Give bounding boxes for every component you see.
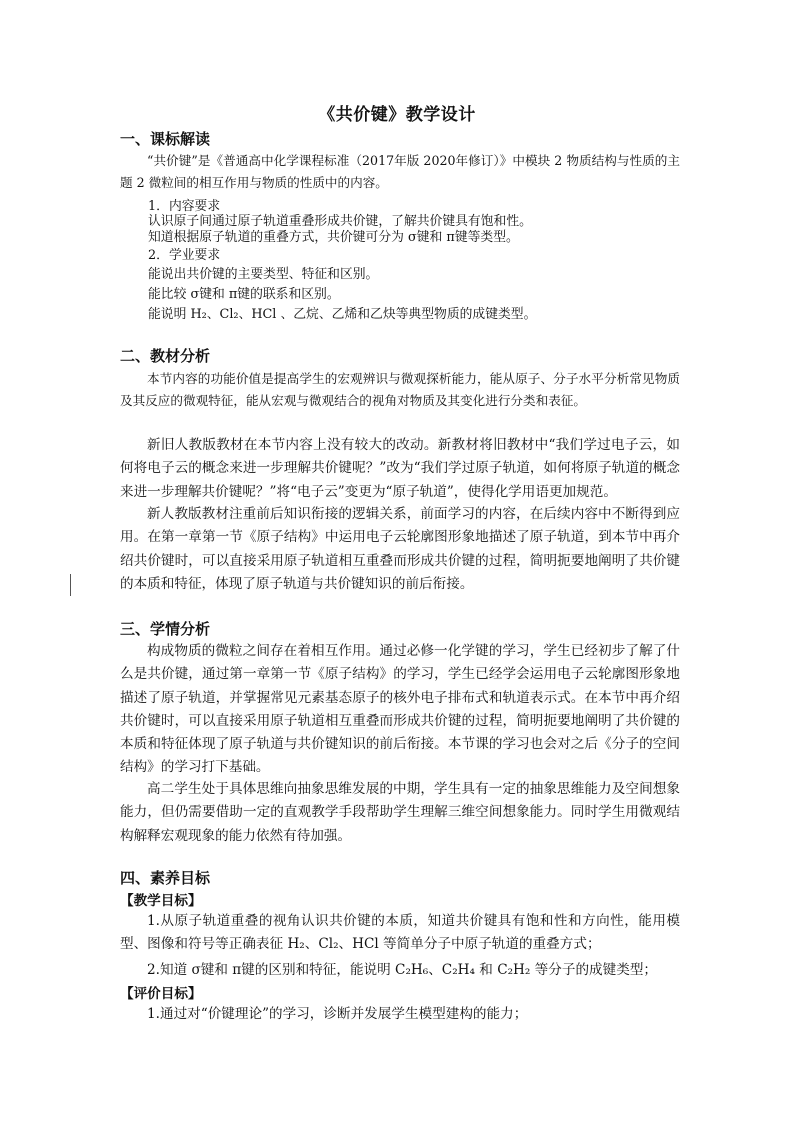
paragraph-standards-intro: “共价键”是《普通高中化学课程标准（2017年版 2020年修订）》中模块 2 物质结构与性质的主题 2 微粒间的相互作用与物质的性质中的内容。 xyxy=(120,153,680,190)
content-requirements-label: 1．内容要求 xyxy=(148,199,221,214)
paragraph-textbook-1: 本节内容的功能价值是提高学生的宏观辨识与微观探析能力，能从原子、分子水平分析常见物质及其反应的微观特征，能从宏观与微观结合的视角对物质及其变化进行分类和表征。 xyxy=(120,371,680,408)
page-title: 《共价键》教学设计 xyxy=(318,105,476,125)
content-req-2: 知道根据原子轨道的重叠方式，共价键可分为 σ键和 π键等类型。 xyxy=(148,230,519,245)
academic-req-2: 能比较 σ键和 π键的联系和区别。 xyxy=(148,287,340,302)
paragraph-textbook-2: 新旧人教版教材在本节内容上没有较大的改动。新教材将旧教材中“我们学过电子云，如何将电子云的概念来进一步理解共价键呢？”改为“我们学过原子轨道，如何将原子轨道的概念来进一步理解共价键呢？”将“电子云”变更为“原子轨道”，使得化学用语更加规范。 xyxy=(120,437,680,500)
academic-req-3: 能说明 H₂、Cl₂、HCl 、乙烷、乙烯和乙炔等典型物质的成键类型。 xyxy=(148,307,537,322)
teaching-goals-tag: 【教学目标】 xyxy=(120,893,202,909)
teaching-goal-1: 1.从原子轨道重叠的视角认识共价键的本质，知道共价键具有饱和性和方向性，能用模型、图像和符号等正确表征 H₂、Cl₂、HCl 等简单分子中原子轨道的重叠方式； xyxy=(120,913,680,953)
evaluation-goals-tag: 【评价目标】 xyxy=(120,986,202,1002)
text-cursor-mark xyxy=(70,574,71,596)
paragraph-students-2: 高二学生处于具体思维向抽象思维发展的中期，学生具有一定的抽象思维能力及空间想象能力，但仍需要借助一定的直观教学手段帮助学生理解三维空间想象能力。同时学生用微观结构解释宏观现象的能力依然有待加强。 xyxy=(120,781,680,844)
teaching-goal-2: 2.知道 σ键和 π键的区别和特征，能说明 C₂H₆、C₂H₄ 和 C₂H₂ 等分子的成键类型； xyxy=(147,962,658,978)
section-heading-standards: 一、课标解读 xyxy=(120,130,211,148)
section-heading-students: 三、学情分析 xyxy=(120,620,211,638)
paragraph-students-1: 构成物质的微粒之间存在着相互作用。通过必修一化学键的学习，学生已经初步了解了什么是共价键，通过第一章第一节《原子结构》的学习，学生已经学会运用电子云轮廓图形象地描述了原子轨道，并掌握常见元素基态原子的核外电子排布式和轨道表示式。在本节中再介绍共价键时，可以直接采用原子轨道相互重叠而形成共价键的过程，简明扼要地阐明了共价键的本质和特征体现了原子轨道与共价键知识的前后衔接。本节课的学习也会对之后《分子的空间结构》的学习打下基础。 xyxy=(120,643,680,776)
content-req-1: 认识原子间通过原子轨道重叠形成共价键，了解共价键具有饱和性。 xyxy=(148,214,532,229)
evaluation-goal-1: 1.通过对“价键理论”的学习，诊断并发展学生模型建构的能力； xyxy=(147,1006,528,1022)
paragraph-textbook-3: 新人教版教材注重前后知识衔接的逻辑关系，前面学习的内容，在后续内容中不断得到应用。在第一章第一节《原子结构》中运用电子云轮廓图形象地描述了原子轨道，到本节中再介绍共价键时，可以直接采用原子轨道相互重叠而形成共价键的过程，简明扼要地阐明了共价键的本质和特征，体现了原子轨道与共价键知识的前后衔接。 xyxy=(120,506,680,592)
section-heading-goals: 四、素养目标 xyxy=(120,869,211,887)
academic-requirements-label: 2．学业要求 xyxy=(148,248,221,263)
section-heading-textbook: 二、教材分析 xyxy=(120,347,211,365)
academic-req-1: 能说出共价键的主要类型、特征和区别。 xyxy=(148,267,379,282)
